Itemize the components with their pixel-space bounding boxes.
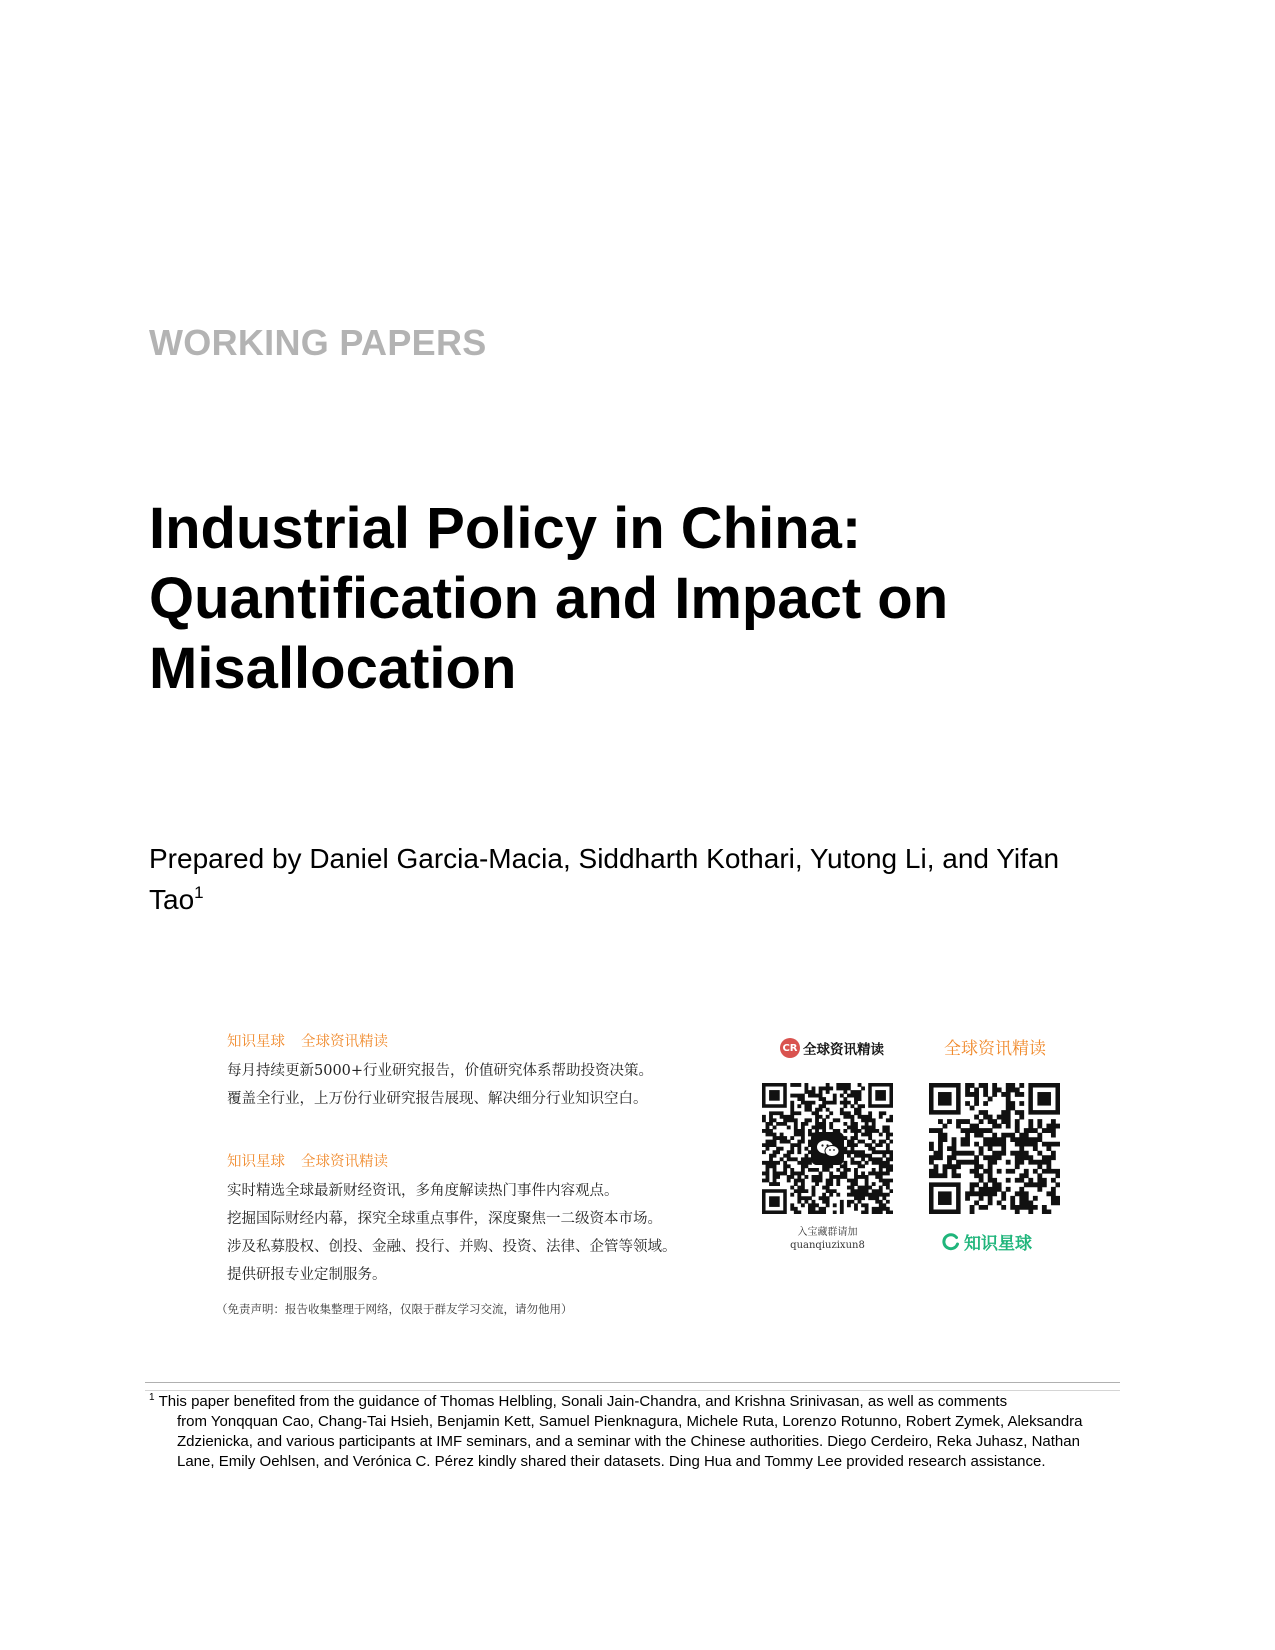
- promo-heading-1: [227, 1027, 747, 1057]
- promo-line: 挖掘国际财经内幕，探究全球重点事件，深度聚焦一二级资本市场。: [227, 1211, 662, 1227]
- cr-logo: [780, 1037, 884, 1059]
- zsxq-logo-text: 知识星球: [964, 1234, 1032, 1254]
- promo-line: 涉及私募股权、创投、金融、投行、并购、投资、法律、企管等领域。: [227, 1239, 677, 1255]
- paper-title: Industrial Policy in China: Quantification and Impact on Misallocation: [149, 496, 949, 701]
- authors-footnote-mark: 1: [194, 883, 204, 902]
- zsxq-qr-code: [929, 1083, 1060, 1214]
- series-label: WORKING PAPERS: [149, 322, 487, 363]
- qr-left-caption-line1: 入宝藏群请加: [797, 1227, 858, 1238]
- cr-badge-icon: CR: [780, 1038, 800, 1058]
- wechat-icon: [811, 1132, 844, 1165]
- authors-text: Prepared by Daniel Garcia-Macia, Siddharth Kothari, Yutong Li, and Yifan Tao: [149, 843, 1060, 915]
- footnote-first-text: This paper benefited from the guidance of Thomas Helbling, Sonali Jain-Chandra, and Krishna Srinivasan, as well as comments: [158, 1393, 1008, 1410]
- promo-heading-2-b: 全球资讯精读: [301, 1154, 388, 1170]
- promo-block: [227, 1027, 747, 1289]
- qr-code-icon: [929, 1083, 1060, 1214]
- promo-line: 覆盖全行业，上万份行业研究报告展现、解决细分行业知识空白。: [227, 1091, 648, 1107]
- promo-heading-2-a: 知识星球: [227, 1154, 285, 1170]
- promo-line: 每月持续更新5000+行业研究报告，价值研究体系帮助投资决策。: [227, 1063, 654, 1079]
- zsxq-ring-icon: [942, 1233, 960, 1251]
- promo-heading-1-b: 全球资讯精读: [301, 1034, 388, 1050]
- footnote-separator: [145, 1382, 1120, 1383]
- zsxq-logo: [942, 1229, 1032, 1254]
- promo-disclaimer: （免责声明：报告收集整理于网络，仅限于群友学习交流，请勿他用）: [216, 1302, 573, 1316]
- qr-right-caption: 全球资讯精读: [944, 1039, 1046, 1059]
- qr-left-caption: [762, 1226, 893, 1252]
- cr-logo-text: 全球资讯精读: [803, 1042, 884, 1058]
- footnote-body: from Yonqquan Cao, Chang-Tai Hsieh, Benjamin Kett, Samuel Pienknagura, Michele Ruta, Lorenzo Rotunno, Robert Zymek, Aleksandra Zdzienicka, and various participants at IMF seminars, and a seminar with the Chinese authorities. Diego Cerdeiro, Reka Juhasz, Nathan Lane, Emily Oehlsen, and Verónica C. Pérez kindly shared their datasets. Ding Hua and Tommy Lee provided research assistance.: [177, 1413, 1083, 1470]
- qr-left-caption-line2: quanqiuzixun8: [790, 1240, 865, 1251]
- promo-line: 实时精选全球最新财经资讯，多角度解读热门事件内容观点。: [227, 1183, 619, 1199]
- footnote-mark: 1: [149, 1392, 155, 1403]
- promo-line: 提供研报专业定制服务。: [227, 1267, 387, 1283]
- footnote-separator-light: [145, 1390, 1120, 1391]
- footnote-first-line: [149, 1392, 1109, 1412]
- promo-heading-1-a: 知识星球: [227, 1034, 285, 1050]
- promo-heading-2: [227, 1147, 747, 1177]
- footnote: [149, 1392, 1109, 1472]
- authors-line: [149, 838, 1109, 920]
